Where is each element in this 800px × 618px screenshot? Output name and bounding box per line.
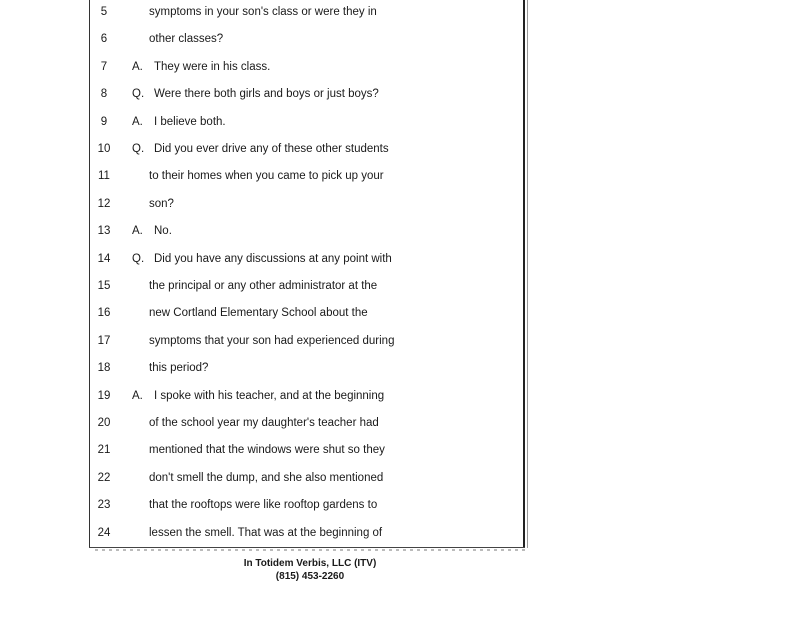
line-number: 10 (97, 143, 111, 155)
line-number: 7 (100, 60, 108, 73)
right-margin-rule (523, 0, 525, 548)
transcript-line (0, 221, 520, 241)
line-number: 19 (97, 389, 111, 402)
line-text: son? (149, 197, 174, 210)
transcript-line (0, 84, 520, 104)
line-text: new Cortland Elementary School about the (149, 307, 368, 320)
line-text: They were in his class. (154, 60, 271, 73)
speaker-label: A. (132, 225, 143, 238)
line-text: other classes? (149, 33, 224, 46)
line-text: mentioned that the windows were shut so they (149, 444, 385, 457)
left-margin-rule (89, 0, 90, 548)
transcript-line (0, 276, 520, 296)
line-text: Did you have any discussions at any point with (154, 252, 392, 265)
line-text: the principal or any other administrator at the (149, 280, 378, 292)
right-margin-rule-outer (527, 0, 528, 548)
line-text: No. (154, 225, 172, 238)
transcript-line (0, 523, 520, 543)
line-number: 18 (97, 362, 111, 375)
line-number: 11 (98, 170, 110, 183)
line-number: 9 (100, 115, 108, 128)
line-number: 15 (97, 280, 111, 292)
line-number: 14 (97, 252, 111, 265)
line-number: 6 (100, 33, 108, 46)
transcript-line (0, 57, 520, 77)
transcript-line (0, 386, 520, 406)
line-number: 22 (97, 471, 111, 484)
bottom-scan-noise (95, 549, 527, 551)
line-text: of the school year my daughter's teacher had (149, 417, 379, 429)
line-text: lessen the smell. That was at the beginning of (149, 526, 383, 539)
speaker-label: Q. (132, 143, 145, 155)
line-text: symptoms in your son's class or were they in (149, 6, 377, 18)
line-number: 24 (97, 526, 111, 539)
line-number: 21 (97, 444, 111, 457)
line-text: Did you ever drive any of these other students (154, 143, 389, 155)
speaker-label: Q. (132, 88, 145, 101)
transcript-line (0, 495, 520, 515)
speaker-label: A. (132, 115, 143, 128)
line-text: to their homes when you came to pick up your (149, 170, 384, 183)
line-number: 13 (97, 225, 111, 238)
speaker-label: A. (132, 389, 143, 402)
line-text: symptoms that your son had experienced during (149, 334, 395, 347)
transcript-line (0, 358, 520, 378)
line-text: this period? (149, 362, 209, 375)
transcript-line (0, 2, 520, 22)
line-number: 23 (97, 499, 111, 512)
line-text: that the rooftops were like rooftop gardens to (149, 499, 378, 512)
transcript-line (0, 303, 520, 323)
line-number: 5 (100, 6, 108, 18)
transcript-line (0, 413, 520, 433)
line-number: 16 (97, 307, 111, 320)
bottom-rule (89, 547, 525, 548)
transcript-line (0, 166, 520, 186)
line-number: 12 (97, 197, 111, 210)
line-text: I spoke with his teacher, and at the beginning (154, 389, 385, 402)
footer-company: In Totidem Verbis, LLC (ITV) (243, 558, 377, 569)
transcript-line (0, 331, 520, 351)
line-text: I believe both. (154, 115, 226, 128)
transcript-line (0, 468, 520, 488)
line-number: 17 (97, 334, 111, 347)
transcript-line (0, 29, 520, 49)
line-number: 8 (100, 88, 108, 101)
line-text: don't smell the dump, and she also mentioned (149, 471, 384, 484)
line-number: 20 (97, 417, 111, 429)
transcript-line (0, 249, 520, 269)
transcript-line (0, 440, 520, 460)
transcript-line (0, 139, 520, 159)
speaker-label: Q. (132, 252, 145, 265)
footer-phone: (815) 453-2260 (275, 571, 345, 582)
line-text: Were there both girls and boys or just boys? (154, 88, 379, 101)
speaker-label: A. (132, 60, 143, 73)
transcript-line (0, 194, 520, 214)
transcript-line (0, 112, 520, 132)
